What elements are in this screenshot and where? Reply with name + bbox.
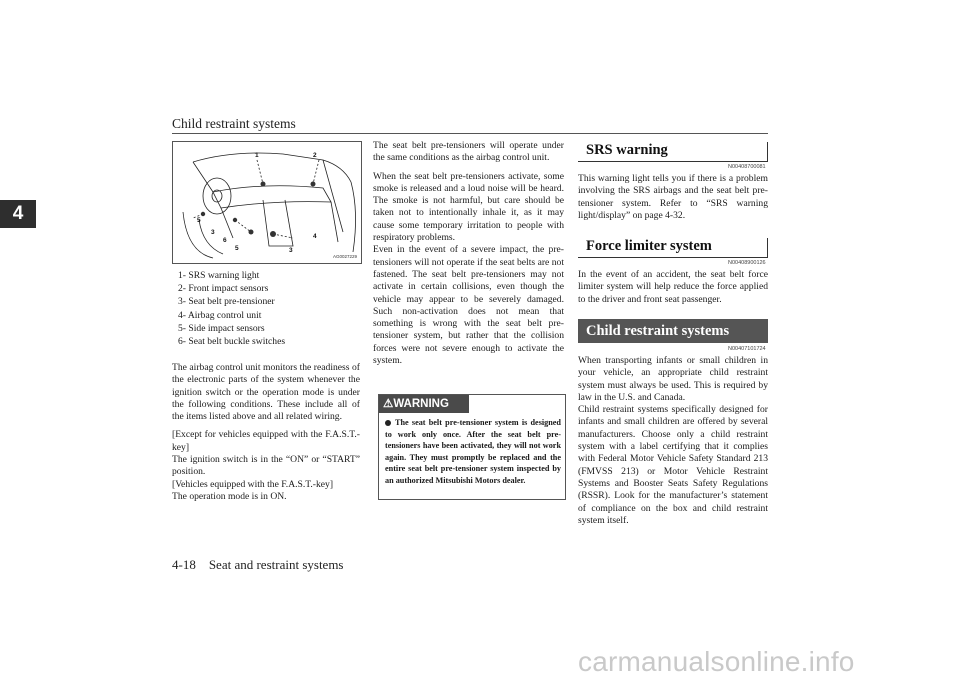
heading-child-restraint: Child restraint systems (578, 319, 768, 343)
warning-text: The seat belt pre-tensioner system is designed to work only once. After the seat belt pre-tensioners have been activated, they will not work again. They must promptly be replaced and the entire seat belt pre-tensioner system inspected by an authorized Mitsubishi Motors dealer. (385, 418, 561, 485)
watermark: carmanualsonline.info (578, 646, 855, 677)
paragraph: Child restraint systems specifically designed for infants and small children are offered by several manufacturers. Choose only a child restraint system with a label certifying that it complies with Federal Motor Vehicle Safety Standard 213 (FMVSS 213) or Motor Vehicle Restraint Systems and Booster Seats Safety Regulations (RSSR). Look for the manufacturer’s statement of compliance on the box and child restraint system itself. (578, 404, 768, 526)
legend-item: 5- Side impact sensors (178, 322, 265, 334)
dashboard-illustration (173, 142, 361, 263)
legend-item: 1- SRS warning light (178, 270, 260, 281)
paragraph: When the seat belt pre-tensioners activate, some smoke is released and a loud noise will be heard. The smoke is not harmful, but care should be taken not to intentionally inhale it, as it may cause some temporary irritation to people with respiratory problems. (373, 170, 564, 244)
legend-item: 3- Seat belt pre-tensioner (178, 296, 275, 308)
paragraph: When transporting infants or small children in your vehicle, an appropriate child restraint system must always be used. This is required by law in the U.S. and Canada. (578, 355, 768, 403)
callout-label: 1 (255, 152, 259, 159)
bullet-icon (385, 420, 391, 426)
paragraph: [Except for vehicles equipped with the F.A.S.T.-key] (172, 429, 360, 453)
paragraph: The ignition switch is in the “ON” or “START” position. (172, 454, 360, 478)
page-header-title: Child restraint systems (172, 116, 296, 131)
section-code: N00408700081 (728, 164, 766, 170)
paragraph: The airbag control unit monitors the readiness of the electronic parts of the system whenever the ignition switch or the operation mode is under the following conditions. These include all of the items listed above and all related wiring. (172, 362, 360, 423)
child-restraint-text (578, 355, 768, 527)
callout-label: 5 (197, 217, 201, 224)
paragraph: [Vehicles equipped with the F.A.S.T.-key] (172, 478, 334, 490)
paragraph: The seat belt pre-tensioners will operate under the same conditions as the airbag control unit. (373, 140, 564, 164)
warning-label: WARNING (393, 398, 449, 410)
heading-force-limiter: Force limiter system (578, 234, 768, 258)
chapter-tab: 4 (0, 200, 36, 228)
callout-label: 5 (235, 245, 239, 252)
section-code: N00407101724 (728, 346, 766, 352)
paragraph: The operation mode is in ON. (172, 490, 287, 502)
warning-header (379, 395, 469, 413)
column-2-text (373, 140, 564, 367)
column-1-text (172, 362, 360, 503)
heading-srs-warning: SRS warning (578, 138, 768, 162)
callout-label: 4 (313, 233, 317, 240)
callout-label: 2 (313, 152, 317, 159)
legend-item: 2- Front impact sensors (178, 283, 269, 295)
warning-triangle-icon: ⚠ (383, 398, 394, 410)
warning-body (385, 417, 561, 487)
diagram-legend (178, 269, 285, 348)
section-code: N00408900126 (728, 260, 766, 266)
legend-item: 4- Airbag control unit (178, 309, 262, 321)
warning-box (378, 394, 566, 500)
paragraph: Even in the event of a severe impact, the pre-tensioners will not operate if the seat belts are not fastened. The seat belt pre-tensioners may not activate in certain collisions, even though the vehicle may appear to be severely damaged. Such non-activation does not mean that something is wrong with the seat belt pre-tensioner system, but rather that the collision forces were not severe enough to activate the system. (373, 244, 564, 367)
callout-label: 3 (289, 247, 293, 254)
force-limiter-text: In the event of an accident, the seat belt force limiter system will help reduce the force applied to the driver and front seat passenger. (578, 269, 768, 305)
srs-component-diagram (172, 141, 362, 264)
page-number-footer: 4-18 Seat and restraint systems (172, 557, 344, 572)
callout-label: 6 (223, 237, 227, 244)
srs-warning-text: This warning light tells you if there is a problem involving the SRS airbags and the seat belt pre-tensioner system. Refer to “SRS warning light/display” on page 4-32. (578, 173, 768, 221)
image-code: AG0027229 (333, 254, 358, 259)
callout-label: 3 (211, 229, 215, 236)
header-rule (172, 133, 768, 134)
legend-item: 6- Seat belt buckle switches (178, 336, 286, 348)
